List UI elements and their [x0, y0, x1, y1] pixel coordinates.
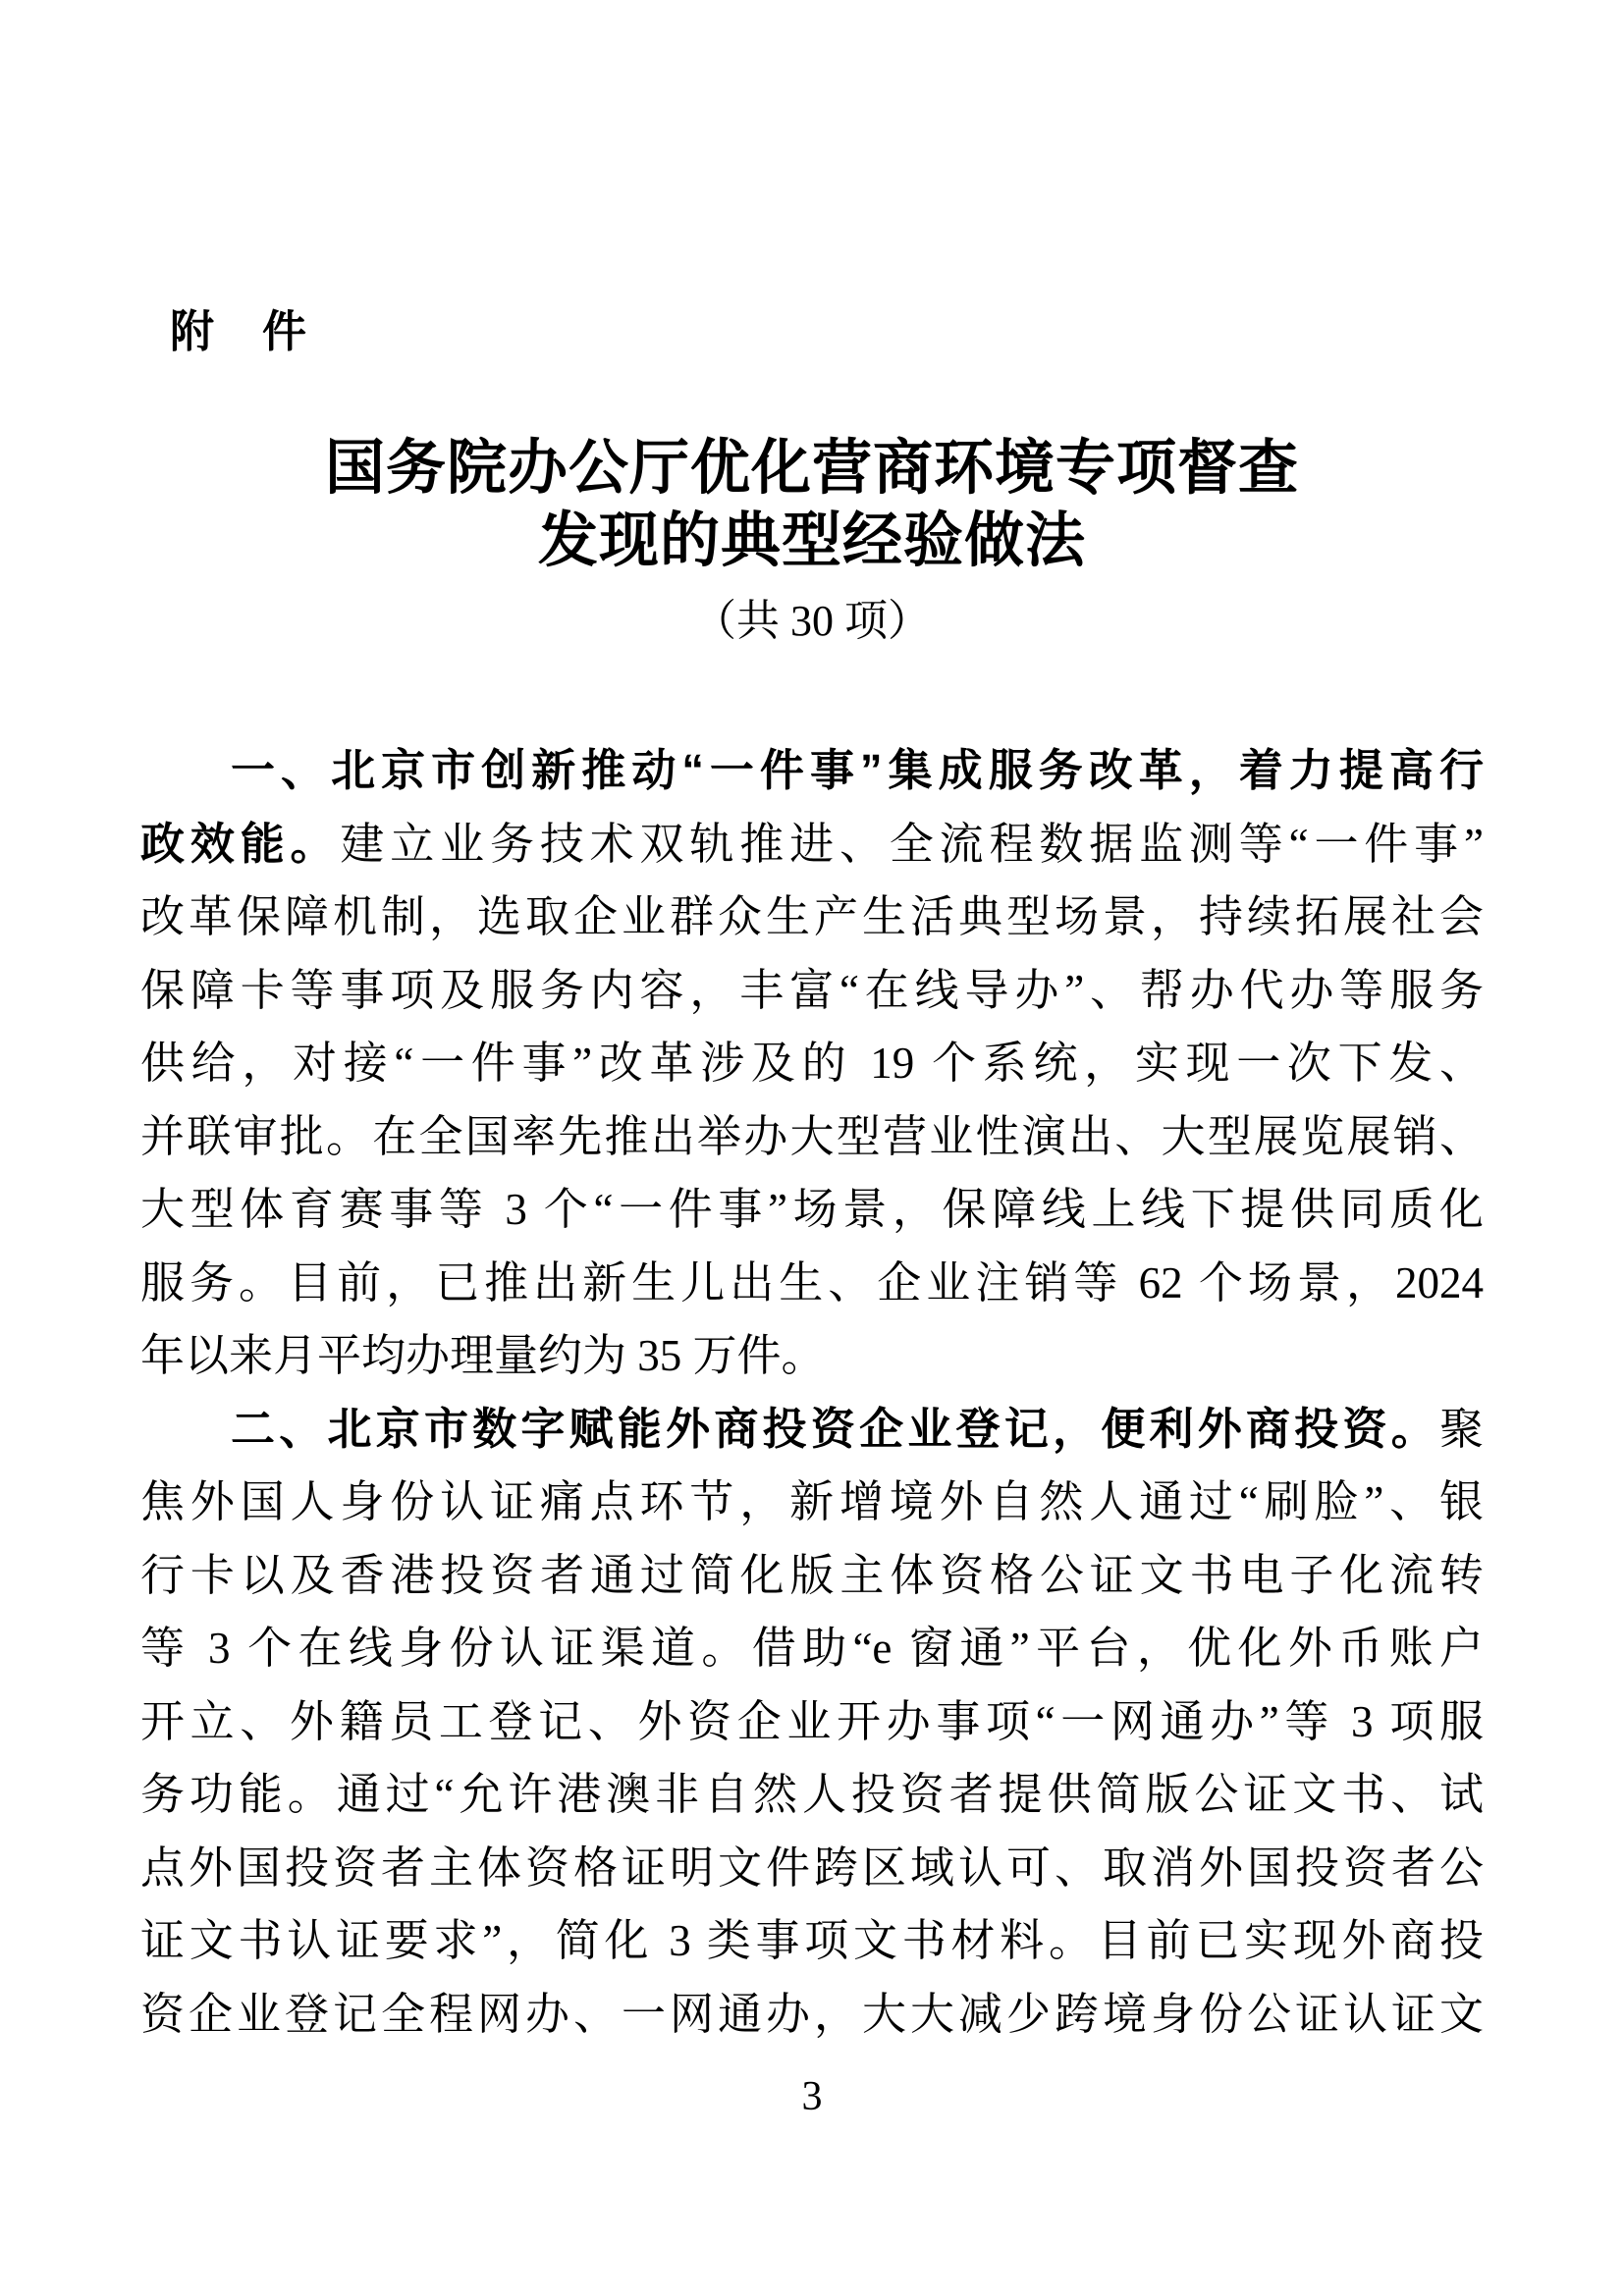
body-line-12: [140, 1539, 1484, 1613]
text-run: 服务。目前，已推出新生儿出生、企业注销等 62 个场景，2024: [140, 1257, 1484, 1308]
text-run: 证文书认证要求”，简化 3 类事项文书材料。目前已实现外商投: [140, 1916, 1484, 1965]
body-line-2: [140, 808, 1484, 881]
body-line-16: [140, 1832, 1484, 1905]
text-run: 聚: [1438, 1404, 1484, 1454]
attachment-label: 附 件: [170, 306, 309, 356]
body-line-7: [140, 1173, 1484, 1247]
bold-text-run: 政效能。: [140, 818, 341, 869]
text-run: 供给，对接“一件事”改革涉及的 19 个系统，实现一次下发、: [140, 1039, 1484, 1088]
text-run: 开立、外籍员工登记、外资企业开办事项“一网通办”等 3 项服: [140, 1696, 1484, 1746]
text-run: 大型体育赛事等 3 个“一件事”场景，保障线上线下提供同质化: [140, 1185, 1484, 1234]
body-line-17: [140, 1904, 1484, 1978]
text-run: 建立业务技术双轨推进、全流程数据监测等“一件事”: [340, 819, 1484, 869]
page-number: 3: [801, 2074, 823, 2119]
body-line-15: [140, 1758, 1484, 1832]
text-run: 行卡以及香港投资者通过简化版主体资格公证文书电子化流转: [140, 1550, 1484, 1600]
text-run: 焦外国人身份认证痛点环节，新增境外自然人通过“刷脸”、银: [140, 1477, 1484, 1526]
text-run: 务功能。通过“允许港澳非自然人投资者提供简版公证文书、试: [140, 1770, 1484, 1819]
body-line-6: [140, 1100, 1484, 1174]
body-text: [140, 734, 1484, 2051]
body-line-10: [140, 1393, 1484, 1467]
text-run: 保障卡等事项及服务内容，丰富“在线导办”、帮办代办等服务: [140, 965, 1484, 1015]
body-line-1: [140, 734, 1484, 808]
bold-text-run: 一、北京市创新推动“一件事”集成服务改革，着力提高行: [231, 745, 1484, 795]
body-line-14: [140, 1685, 1484, 1759]
text-run: 等 3 个在线身份认证渠道。借助“e 窗通”平台，优化外币账户: [140, 1624, 1484, 1673]
bold-text-run: 二、北京市数字赋能外商投资企业登记，便利外商投资。: [231, 1403, 1439, 1454]
body-line-4: [140, 954, 1484, 1028]
text-run: 改革保障机制，选取企业群众生产生活典型场景，持续拓展社会: [140, 892, 1484, 941]
text-run: 点外国投资者主体资格证明文件跨区域认可、取消外国投资者公: [140, 1842, 1484, 1893]
body-line-18: [140, 1978, 1484, 2052]
text-run: 并联审批。在全国率先推出举办大型营业性演出、大型展览展销、: [140, 1111, 1484, 1161]
body-line-13: [140, 1612, 1484, 1685]
body-line-11: [140, 1466, 1484, 1539]
title-line-1: 国务院办公厅优化营商环境专项督查: [324, 436, 1299, 502]
body-line-8: [140, 1247, 1484, 1320]
text-run: 资企业登记全程网办、一网通办，大大减少跨境身份公证认证文: [140, 1989, 1484, 2039]
body-line-5: [140, 1027, 1484, 1100]
subtitle-item-count: （共 30 项）: [693, 597, 931, 645]
text-run: 年以来月平均办理量约为 35 万件。: [140, 1331, 826, 1380]
body-line-9: [140, 1319, 1484, 1393]
document-title: [0, 433, 1624, 578]
title-line-2: 发现的典型经验做法: [537, 508, 1086, 574]
body-line-3: [140, 881, 1484, 954]
